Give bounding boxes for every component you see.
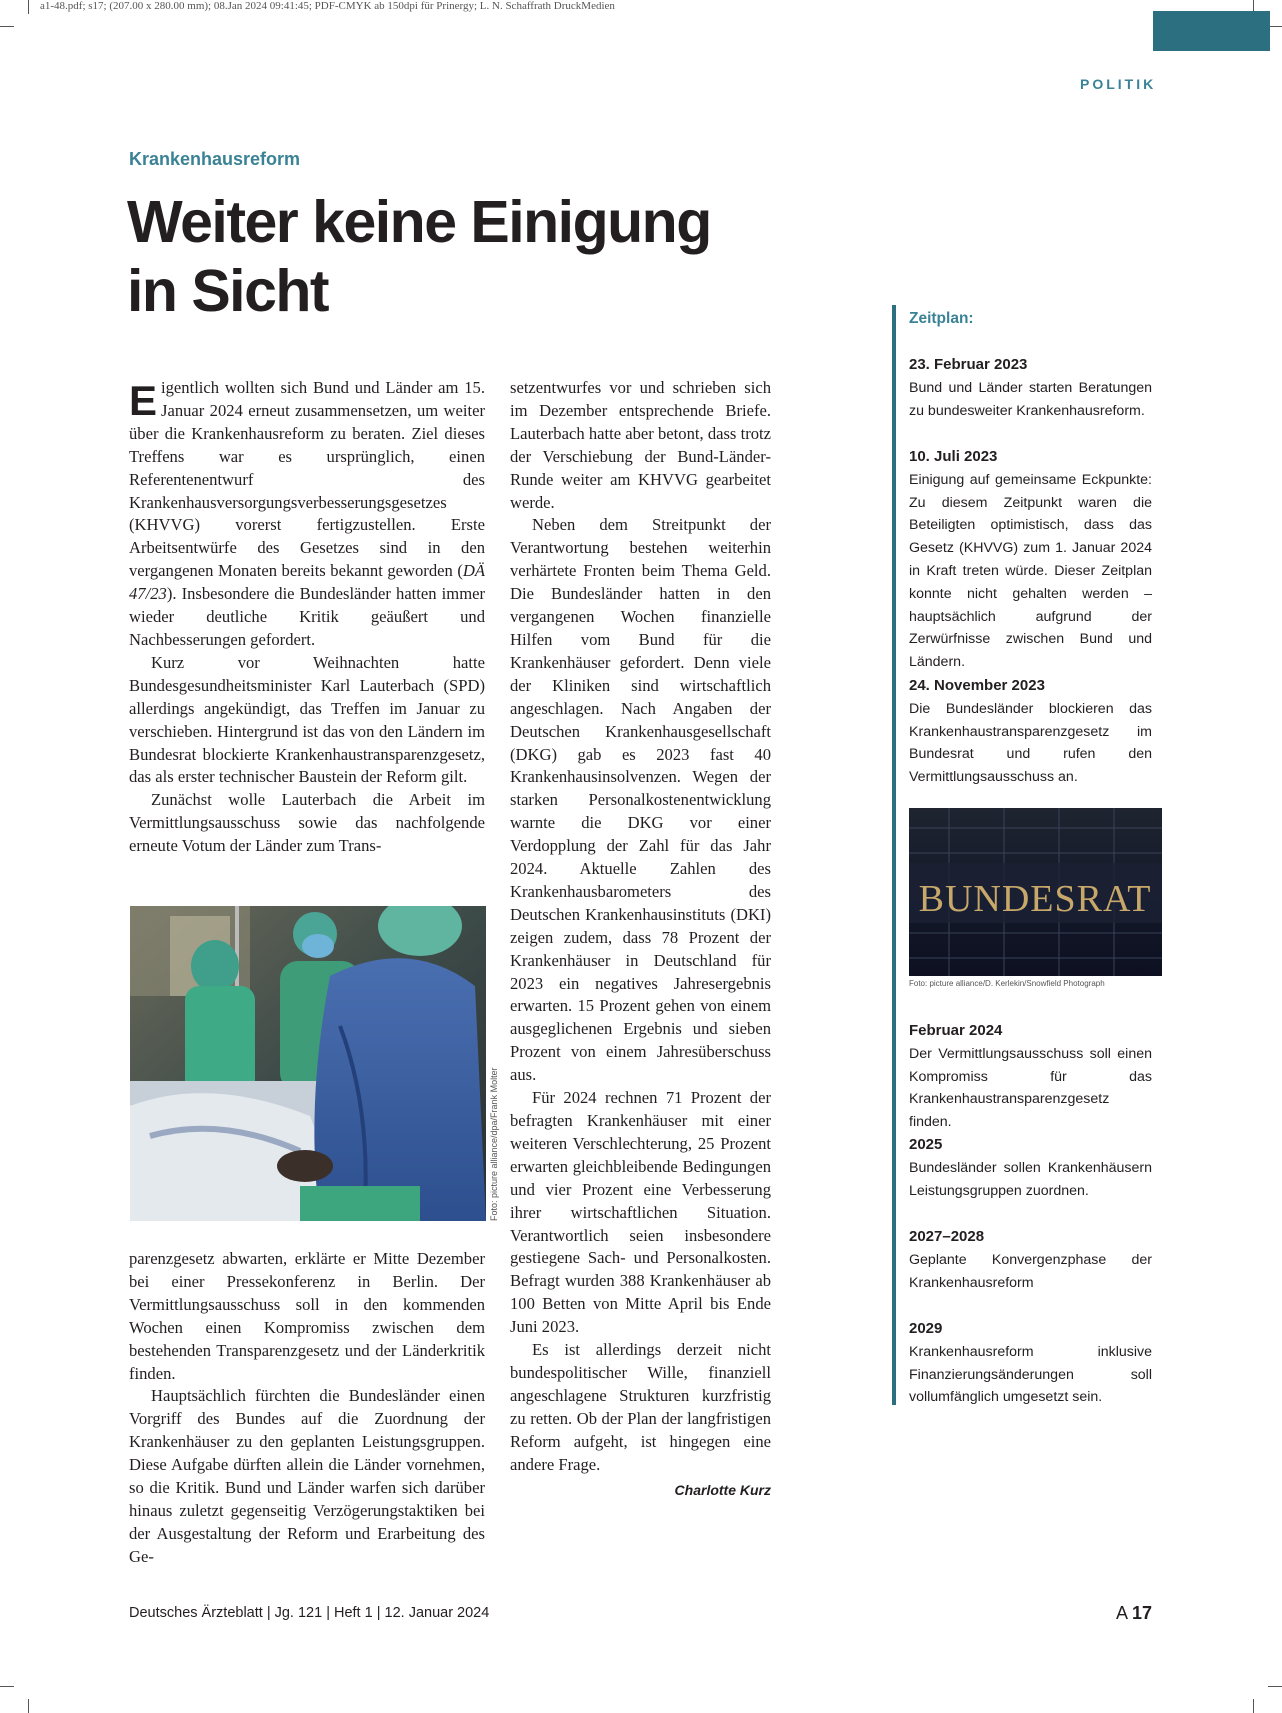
crop-mark [0, 1686, 14, 1687]
timeline-date: Februar 2024 [909, 1022, 1003, 1039]
body-column-1-bottom [129, 1248, 485, 1569]
timeline-text: Bund und Länder starten Beratungen zu bundesweiter Krankenhausreform. [909, 379, 1152, 419]
journal-reference: DÄ 47/23 [129, 561, 485, 604]
headline-line-2: in Sicht [127, 258, 329, 324]
body-paragraph: Eigentlich wollten sich Bund und Länder am 15. Januar 2024 erneut zusammensetzen, um weiter über die Krankenhausreform zu beraten. Ziel dieses Treffens war es ursprünglich, einen Referentenentwurf des Krankenhausversorgungsverbesserungsgesetzes (KHVVG) vorerst fertigzustellen. Erste Arbeitsentwürfe des Gesetzes sind in den vergangenen Monaten bereits bekannt geworden (DÄ 47/23). Insbesondere die Bundesländer hatten immer wieder deutliche Kritik geäußert und Nachbesserungen gefordert. [129, 377, 485, 649]
body-paragraph: Es ist allerdings derzeit nicht bundespolitischer Wille, finanziell angeschlagene Strukturen kurzfristig zu retten. Ob der Plan der langfristigen Reform aufgeht, ist hingegen eine andere Frage. [510, 1340, 771, 1474]
photo-credit: Foto: picture alliance/dpa/Frank Molter [489, 1067, 499, 1221]
body-paragraph: Für 2024 rechnen 71 Prozent der befragten Krankenhäuser mit einer weiteren Verschlechterung, 25 Prozent erwarten gleichbleibende Bedingungen und vier Prozent eine Verbesserung ihrer wirtschaftlichen Situation. Verantwortlich seien insbesondere gestiegene Sach- und Personalkosten. Befragt wurden 388 Krankenhäuser ab 100 Betten von Mitte April bis Ende Juni 2023. [510, 1088, 771, 1337]
headline-line-1: Weiter keine Einigung [127, 189, 711, 255]
body-paragraph: Neben dem Streitpunkt der Verantwortung bestehen weiterhin verhärtete Fronten beim Thema Geld. Die Bundesländer hatten in den vergangenen Wochen finanzielle Hilfen vom Bund für die Krankenhäuser gefordert. Denn viele der Kliniken sind wirtschaftlich angeschlagen. Nach Angaben der Deutschen Krankenhausgesellschaft (DKG) gab es 2023 fast 40 Krankenhausinsolvenzen. Wegen der starken Personalkostenentwicklung warnte die DKG vor einer Verdopplung der Zahl für das Jahr 2024. Aktuelle Zahlen des Krankenhausbarometers des Deutschen Krankenhausinstituts (DKI) zeigen zudem, dass 78 Prozent der Krankenhäuser in Deutschland für 2023 ein negatives Jahresergebnis erwarten. 15 Prozent gehen von einem ausgeglichenen Ergebnis und sieben Prozent von einem Jahresüberschuss aus. [510, 515, 771, 1085]
timeline-date: 2029 [909, 1320, 943, 1337]
section-color-tab [1153, 11, 1270, 51]
timeline-text: Die Bundesländer blockieren das Krankenhaustransparenzgesetz im Bundesrat und rufen den Vermittlungsausschuss an. [909, 700, 1152, 786]
body-column-1-top [129, 377, 485, 858]
crop-mark [28, 1699, 29, 1713]
timeline-date: 24. November 2023 [909, 677, 1045, 694]
timeline-date: 2027–2028 [909, 1228, 985, 1245]
timeline-entry [909, 1134, 1152, 1202]
body-paragraph: parenzgesetz abwarten, erklärte er Mitte Dezember bei einer Pressekonferenz in Berlin. Der Vermittlungsausschuss soll in den kommenden Wochen einen Kompromiss zwischen dem bestehenden Transparenzgesetz und der Länderkritik finden. [129, 1249, 485, 1383]
drop-cap: E [129, 377, 158, 424]
timeline-entry [909, 354, 1152, 422]
page-number: A 17 [1115, 1603, 1152, 1623]
bundesrat-sign-lettering: BUNDESRAT [918, 878, 1152, 920]
surgery-photo [130, 906, 486, 1221]
print-slug: a1-48.pdf; s17; (207.00 x 280.00 mm); 08.Jan 2024 09:41:45; PDF-CMYK ab 150dpi für Prinergy; L. N. Schaffrath DruckMedien [40, 0, 615, 12]
sidebar-title: Zeitplan: [909, 310, 974, 327]
timeline-entry [909, 1226, 1152, 1294]
sidebar-rule [892, 305, 896, 1405]
crop-mark [28, 0, 29, 14]
timeline-text: Einigung auf gemeinsame Eckpunkte: Zu diesem Zeitpunkt waren die Beteiligten optimistisch, dass das Gesetz (KHVVG) zum 1. Januar 2024 in Kraft treten würde. Dieser Zeitplan konnte nicht gehalten werden – hauptsächlich aufgrund der Zerwürfnisse zwischen Bund und Ländern. [909, 471, 1152, 671]
timeline-date: 2025 [909, 1136, 943, 1153]
timeline-entry [909, 446, 1152, 674]
timeline-text: Bundesländer sollen Krankenhäusern Leistungsgruppen zuordnen. [909, 1159, 1152, 1199]
crop-mark [1253, 1699, 1254, 1713]
timeline-date: 23. Februar 2023 [909, 356, 1028, 373]
timeline-entry [909, 1318, 1152, 1409]
crop-mark [1268, 1686, 1282, 1687]
photo-credit: Foto: picture alliance/D. Kerlekin/Snowfield Photograph [909, 979, 1105, 988]
journal-footer: Deutsches Ärzteblatt | Jg. 121 | Heft 1 | 12. Januar 2024 [129, 1605, 490, 1621]
body-column-2 [510, 377, 771, 1501]
timeline-text: Krankenhausreform inklusive Finanzierungsänderungen soll vollumfänglich umgesetzt sein. [909, 1343, 1152, 1406]
body-paragraph: Zunächst wolle Lauterbach die Arbeit im Vermittlungsausschuss sowie das nachfolgende erneute Votum der Länder zum Trans- [129, 790, 485, 856]
timeline-date: 10. Juli 2023 [909, 448, 998, 465]
body-paragraph: setzentwurfes vor und schrieben sich im Dezember entsprechende Briefe. Lauterbach hatte aber betont, dass trotz der Verschiebung der Bund-Länder-Runde weiter am KHVVG gearbeitet werde. [510, 378, 771, 512]
crop-mark [0, 26, 14, 27]
body-paragraph: Kurz vor Weihnachten hatte Bundesgesundheitsminister Karl Lauterbach (SPD) allerdings angekündigt, das Treffen im Januar zu verschieben. Hintergrund ist das von den Ländern im Bundesrat blockierte Krankenhaustransparenzgesetz, das als erster technischer Baustein der Reform gilt. [129, 652, 485, 787]
bundesrat-photo [909, 808, 1162, 976]
article-headline [127, 188, 747, 326]
timeline-entry [909, 675, 1152, 789]
article-kicker: Krankenhausreform [129, 149, 301, 169]
author-byline: Charlotte Kurz [674, 1481, 771, 1498]
timeline-text: Der Vermittlungsausschuss soll einen Kompromiss für das Krankenhaustransparenzgesetz finden. [909, 1045, 1152, 1131]
section-label: POLITIK [1080, 76, 1157, 92]
body-paragraph: Hauptsächlich fürchten die Bundesländer einen Vorgriff des Bundes auf die Zuordnung der Krankenhäuser zu den geplanten Leistungsgruppen. Diese Aufgabe dürften allein die Länder vornehmen, so die Kritik. Bund und Länder warfen sich darüber hinaus zuletzt gegenseitig Verzögerungstaktiken bei der Ausgestaltung der Reform und Erarbeitung des Ge- [129, 1386, 485, 1566]
timeline-text: Geplante Konvergenzphase der Krankenhausreform [909, 1251, 1152, 1291]
crop-mark [1268, 26, 1282, 27]
timeline-entry [909, 1020, 1152, 1134]
